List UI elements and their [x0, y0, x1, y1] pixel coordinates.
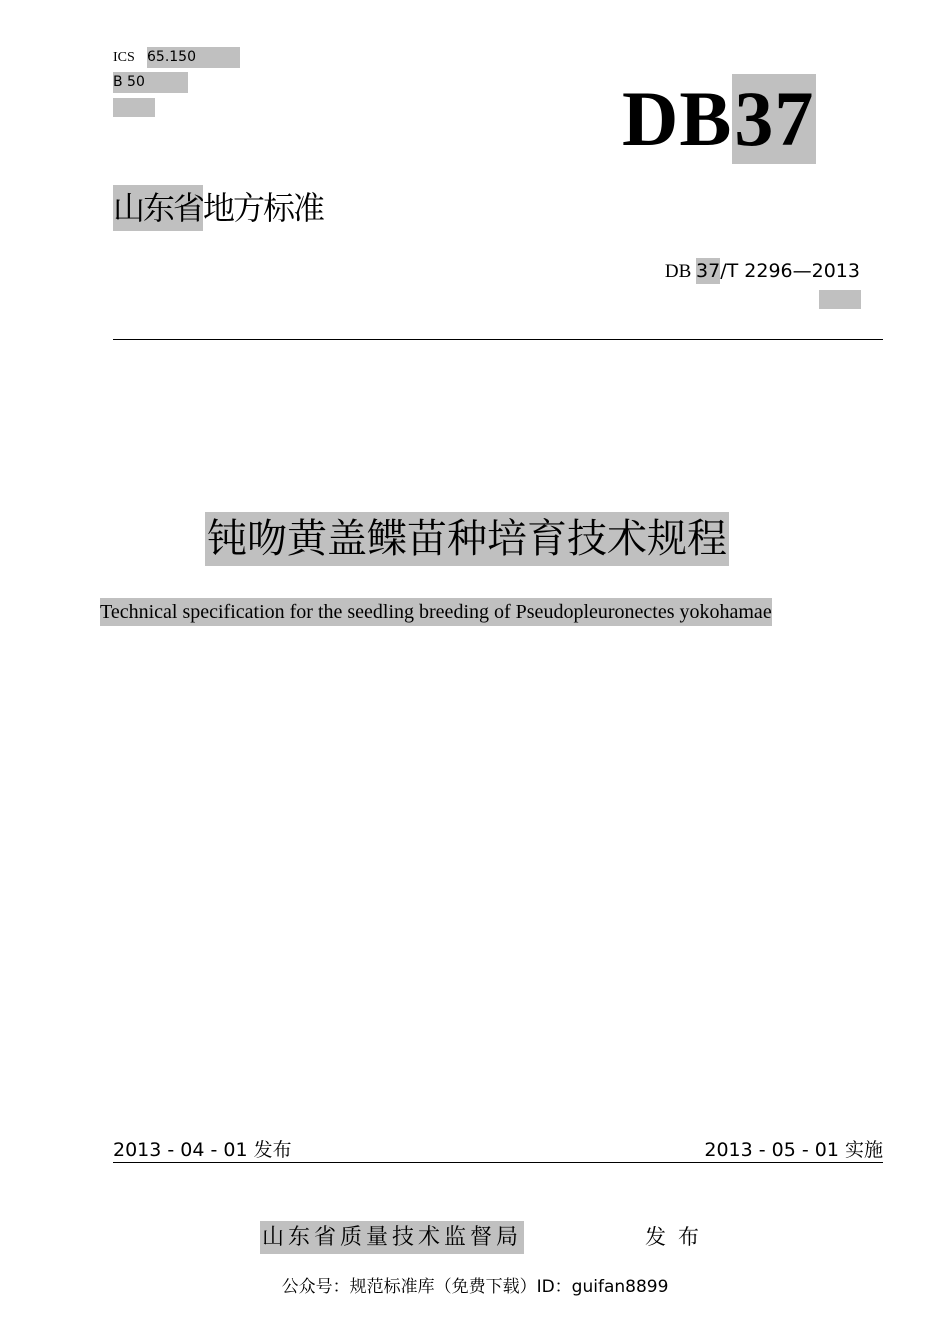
db-logo: [622, 74, 816, 164]
blank-field-2: [819, 290, 861, 309]
ics-value: 65.150: [147, 47, 240, 68]
title-english: Technical specification for the seedling breeding of Pseudopleuronectes yokohamae: [100, 598, 772, 626]
issue-date: 2013 - 04 - 01 发布: [113, 1139, 292, 1161]
standard-number-code: 37: [696, 260, 721, 282]
title-chinese: 钝吻黄盖鲽苗种培育技术规程: [205, 512, 729, 566]
implementation-date: 2013 - 05 - 01 实施: [704, 1139, 883, 1161]
issuing-authority: 山东省质量技术监督局: [260, 1221, 524, 1254]
blank-field-1: [113, 98, 155, 117]
standard-number-prefix: DB: [664, 261, 697, 282]
footer-note: 公众号：规范标准库（免费下载）ID：guifan8899: [281, 1277, 669, 1297]
db-prefix: DB: [622, 75, 733, 162]
standard-type-rest: 地方标准: [203, 189, 324, 227]
standard-number: [665, 258, 860, 285]
ics-label: ICS: [113, 50, 135, 65]
standard-type: [113, 185, 323, 231]
ccs-value: B 50: [113, 72, 188, 93]
issue-action: 发布: [645, 1225, 711, 1249]
db-number: 37: [734, 75, 815, 162]
standard-number-suffix: /T 2296—2013: [720, 260, 860, 282]
ccs-classification: [113, 72, 188, 93]
standard-type-province: 山东省: [113, 185, 203, 231]
date-divider: [113, 1162, 883, 1163]
ics-classification: [113, 47, 240, 68]
header-divider: [113, 339, 883, 340]
